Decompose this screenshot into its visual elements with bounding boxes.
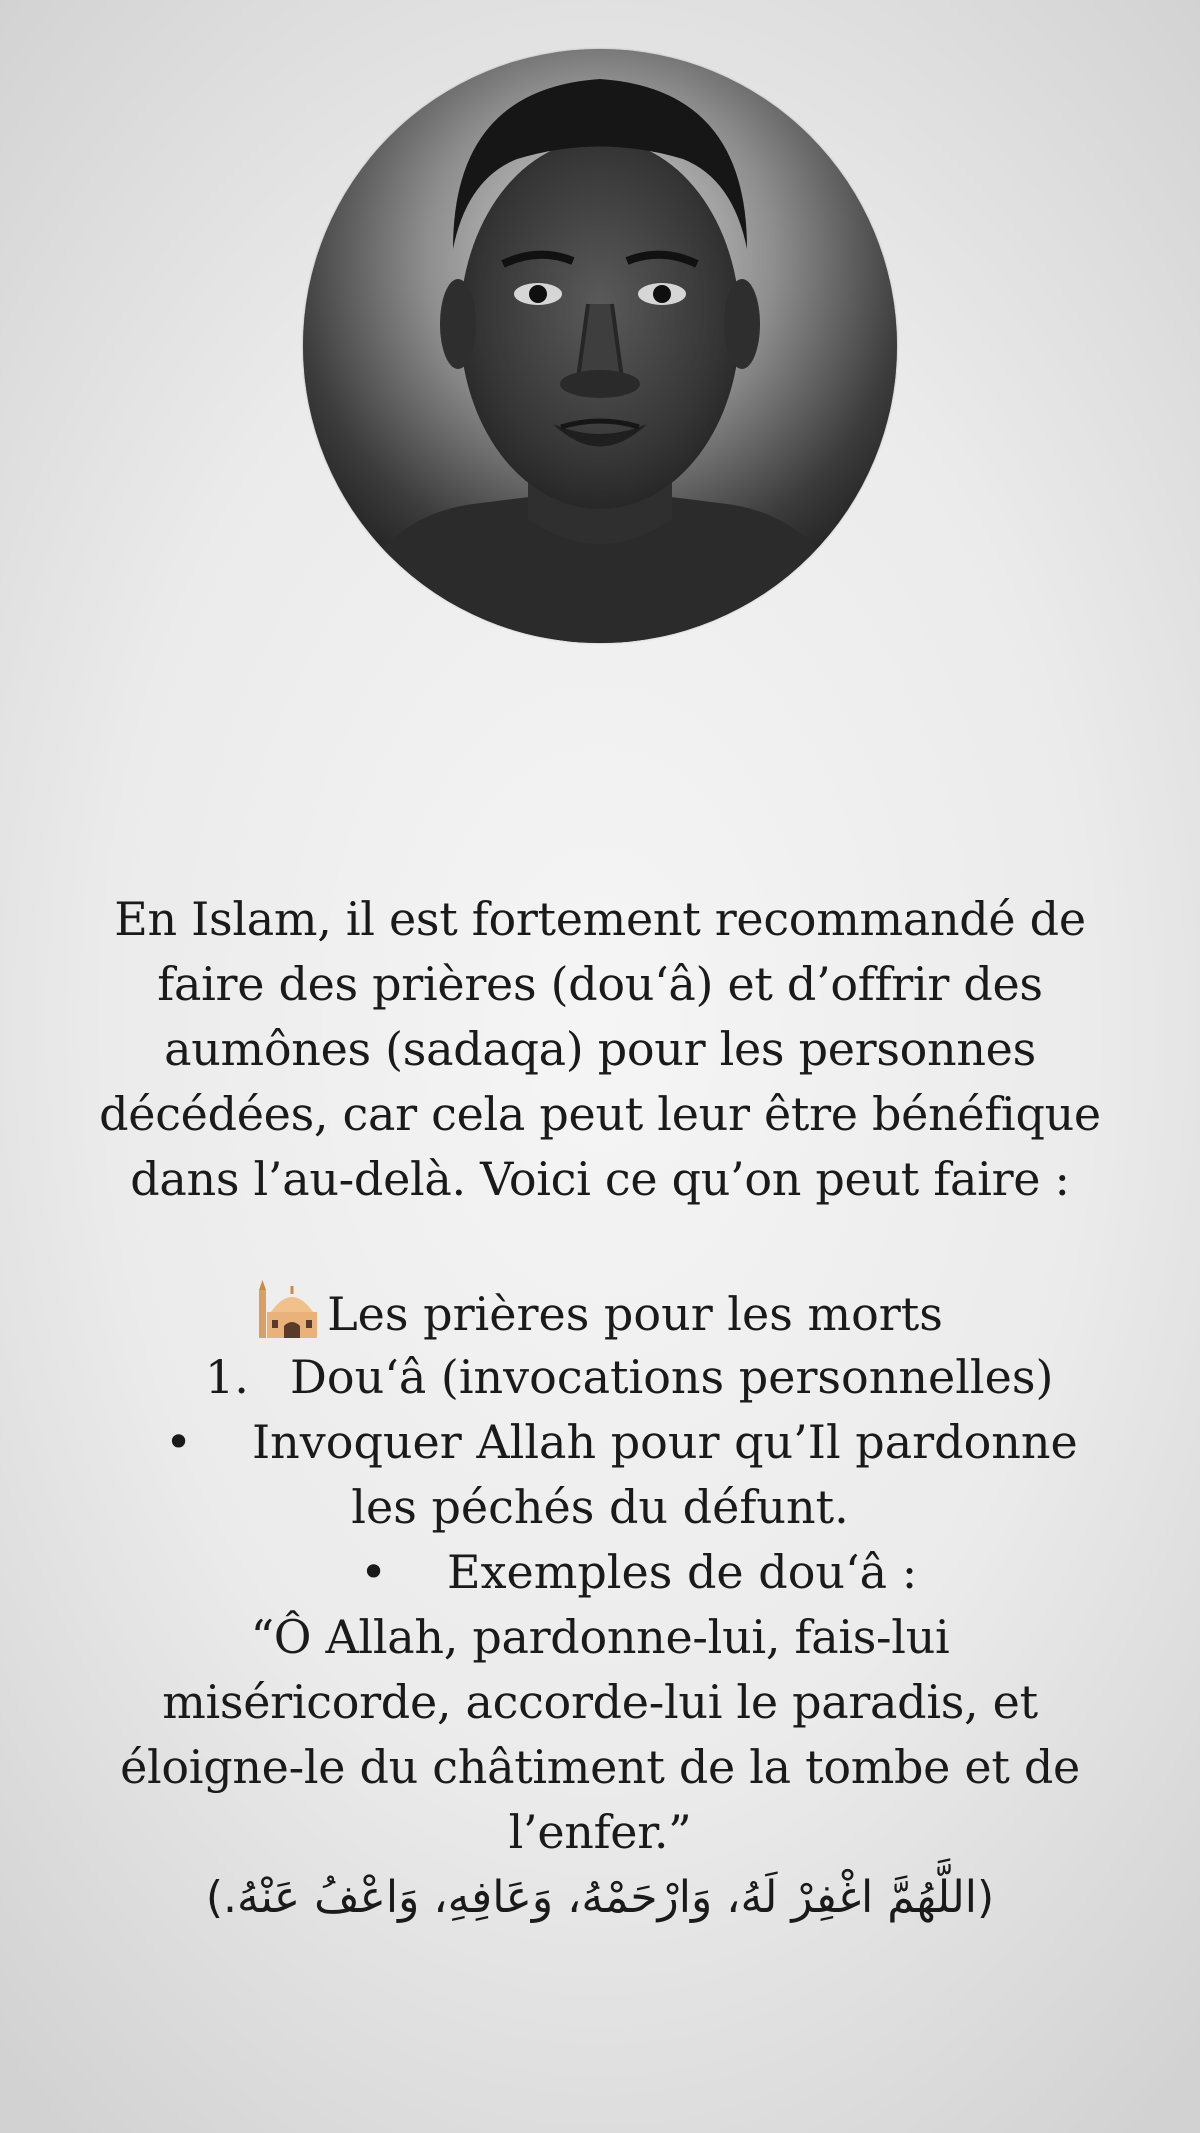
item-number: 1.	[205, 1350, 249, 1404]
numbered-item-1	[205, 1345, 1053, 1410]
bullet-text: Exemples de dou‘â :	[447, 1545, 918, 1599]
arabic-dua: (اللَّهُمَّ اغْفِرْ لَهُ، وَارْحَمْهُ، وَعَافِهِ، وَاعْفُ عَنْهُ.)	[205, 1872, 995, 1923]
intro-paragraph	[60, 887, 1140, 1212]
quote-line: éloigne-le du châtiment de la tombe et de	[120, 1740, 1080, 1794]
item-label: Dou‘â (invocations personnelles)	[290, 1350, 1054, 1404]
bullet-text: Invoquer Allah pour qu’Il pardonne	[252, 1415, 1078, 1469]
bullet-item-invoke	[165, 1410, 1078, 1475]
section-title-text: Les prières pour les morts	[327, 1287, 943, 1341]
intro-line: décédées, car cela peut leur être bénéfique	[99, 1087, 1101, 1141]
section-heading	[60, 1280, 1140, 1347]
bullet-item-examples	[360, 1540, 917, 1605]
mosque-icon	[257, 1280, 319, 1340]
bullet-symbol: •	[360, 1545, 388, 1599]
quote-line: miséricorde, accorde-lui le paradis, et	[162, 1675, 1038, 1729]
portrait-image	[303, 49, 897, 643]
intro-line: aumônes (sadaqa) pour les personnes	[164, 1022, 1036, 1076]
bullet-text-continuation: les péchés du défunt.	[351, 1480, 849, 1534]
bullet-symbol: •	[165, 1415, 193, 1469]
dua-quote	[60, 1605, 1140, 1865]
quote-line: l’enfer.”	[508, 1805, 692, 1859]
intro-line: faire des prières (dou‘â) et d’offrir des	[157, 957, 1043, 1011]
quote-line: “Ô Allah, pardonne-lui, fais-lui	[250, 1610, 950, 1664]
portrait-illustration	[303, 49, 897, 643]
intro-line: En Islam, il est fortement recommandé de	[114, 892, 1086, 946]
intro-line: dans l’au-delà. Voici ce qu’on peut faire :	[130, 1152, 1070, 1206]
